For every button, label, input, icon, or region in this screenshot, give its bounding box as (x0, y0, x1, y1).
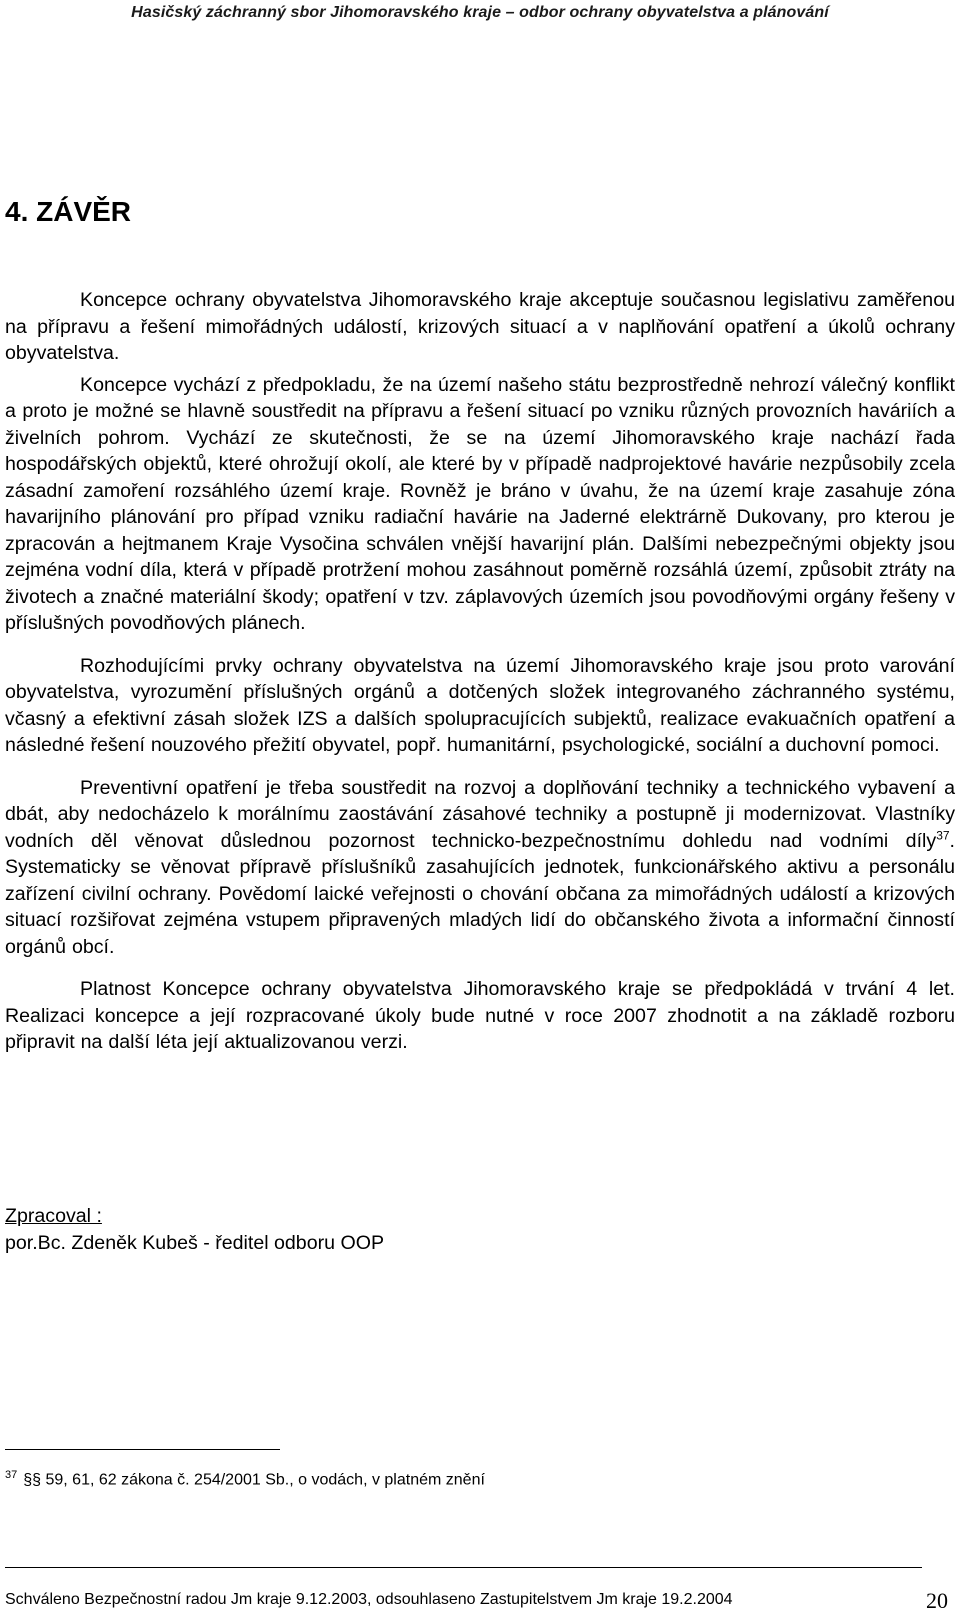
running-header: Hasičský záchranný sbor Jihomoravského kraje – odbor ochrany obyvatelstva a plánování (131, 4, 829, 21)
paragraph-3 (5, 653, 955, 759)
footnote-reference: 37 (936, 827, 950, 842)
footnote-divider (5, 1449, 280, 1450)
author-label: Zpracoval : (5, 1205, 102, 1227)
author-name: por.Bc. Zdeněk Kubeš - ředitel odboru OOP (5, 1232, 385, 1254)
footer-text: Schváleno Bezpečnostní radou Jm kraje 9.12.2003, odsouhlaseno Zastupitelstvem Jm kraje 19.2.2004 (5, 1591, 733, 1608)
page-number: 20 (926, 1588, 948, 1613)
footnote-number: 37 (5, 1469, 18, 1481)
paragraph-3-text: Rozhodujícími prvky ochrany obyvatelstva na území Jihomoravského kraje jsou proto varování obyvatelstva, vyrozumění příslušných orgánů a dotčených složek integrovaného záchranného systému, včasný a efektivní zásah složek IZS a dalších spolupracujících subjektů, realizace evakuačních opatření a následné řešení nouzového přežití obyvatel, popř. humanitární, psychologické, sociální a duchovní pomoci. (5, 654, 955, 756)
paragraph-1: Koncepce ochrany obyvatelstva Jihomoravského kraje akceptuje současnou legislativu zaměřenou na přípravu a řešení mimořádných událostí, krizových situací a v naplňování opatření a úkolů ochrany obyvatelstva. (5, 289, 955, 364)
footnote-text: §§ 59, 61, 62 zákona č. 254/2001 Sb., o vodách, v platném znění (23, 1471, 485, 1489)
footer-divider (5, 1567, 922, 1568)
body-text (5, 287, 955, 1072)
paragraph-2: Koncepce vychází z předpokladu, že na území našeho státu bezprostředně nehrozí válečný konflikt a proto je možné se hlavně soustředit na přípravu a řešení situací po vzniku různých provozních haváriích a živelních pohrom. Vychází ze skutečnosti, že se na území Jihomoravského kraje nachází řada hospodářských objektů, které ohrožují okolí, ale které by v případě nadprojektové havárie nezpůsobily zcela zásadní zamoření rozsáhlého území kraje. Rovněž je bráno v úvahu, že na území kraje zasahuje zóna havarijního plánování pro případ vzniku radiační havárie na Jaderné elektrárně Dukovany, pro kterou je zpracován a hejtmanem Kraje Vysočina schválen vnější havarijní plán. Dalšími nebezpečnými objekty jsou zejména vodní díla, která v případě protržení mohou zasáhnout poměrně rozsáhlá území, způsobit ztráty na životech a značné materiální škody; opatření v tzv. záplavových územích jsou povodňovými orgány řešeny v příslušných povodňových plánech. (5, 373, 955, 634)
paragraph-4-text-b: . Systematicky se věnovat přípravě příslušníků zasahujících jednotek, funkcionářského aktivu a personálu zařízení civilní ochrany. Povědomí laické veřejnosti o chování občana za mimořádných událostí a krizových situací rozšiřovat zejména vstupem připravených mladých lidí do občanského života a informační činností orgánů obcí. (5, 829, 955, 958)
paragraph-5: Platnost Koncepce ochrany obyvatelstva Jihomoravského kraje se předpokládá v trvání 4 let. Realizaci koncepce a její rozpracované úkoly bude nutné v roce 2007 zhodnotit a na základě rozboru připravit na další léta její aktualizovanou verzi. (5, 978, 955, 1053)
author-block (5, 1203, 384, 1257)
paragraph-4-text-a: Preventivní opatření je třeba soustředit na rozvoj a doplňování techniky a technického vybavení a dbát, aby nedocházelo k morálnímu zaostávání zásahové techniky a postupně ji modernizovat. Vlastníky vodních děl věnovat důslednou pozornost technicko-bezpečnostnímu dohledu nad vodními díly (5, 776, 955, 852)
paragraph-4 (5, 775, 955, 961)
chapter-title: 4. ZÁVĚR (5, 196, 132, 227)
footnote (5, 1465, 485, 1490)
